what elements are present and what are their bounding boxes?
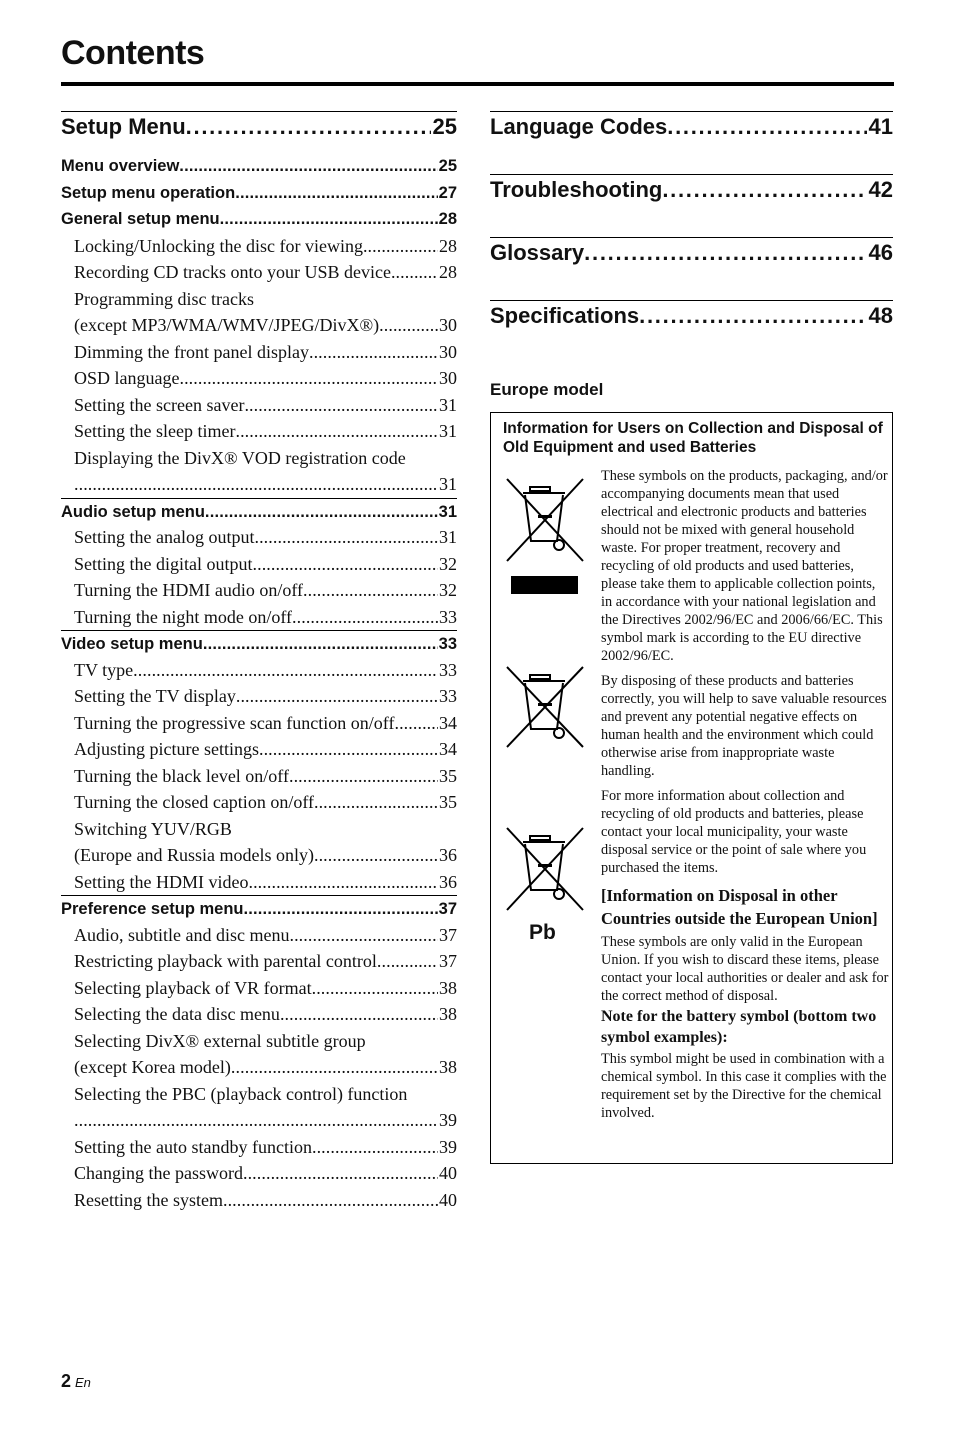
entry-label: Switching YUV/RGB <box>74 818 232 839</box>
entry-page: 31 <box>439 421 457 441</box>
leader-dots <box>133 657 438 684</box>
toc-entries <box>61 153 457 1213</box>
toc-entry[interactable] <box>61 975 457 1002</box>
toc-entry[interactable] <box>61 816 457 843</box>
page-title: Contents <box>61 34 205 72</box>
entry-label: Audio, subtitle and disc menu <box>74 924 290 945</box>
entry-label: Selecting playback of VR format <box>74 977 312 998</box>
leader-dots <box>248 869 438 896</box>
leader-dots <box>243 896 437 923</box>
entry-label: Setting the screen saver <box>74 394 245 415</box>
entry-label: Setting the digital output <box>74 553 253 574</box>
leader-dots <box>584 240 866 266</box>
leader-dots <box>377 948 438 975</box>
entry-label: (except MP3/WMA/WMV/JPEG/DivX®) <box>74 315 380 335</box>
disposal-info-box <box>490 412 893 1164</box>
entry-page: 34 <box>439 739 457 759</box>
entry-page: 38 <box>439 1004 457 1024</box>
entry-label: Turning the progressive scan function on/off <box>74 712 395 733</box>
toc-entry[interactable] <box>61 869 457 896</box>
leader-dots <box>74 471 438 498</box>
leader-dots <box>74 1107 438 1134</box>
entry-label: Video setup menu <box>61 635 203 653</box>
page-language: En <box>75 1375 91 1390</box>
toc-right-column <box>490 111 893 363</box>
entry-page: 37 <box>438 900 457 918</box>
heading-outside-eu: [Information on Disposal in other Countries outside the European Union] <box>601 886 878 928</box>
entry-label: (Europe and Russia models only) <box>74 845 314 865</box>
paragraph-battery-note: This symbol might be used in combination with a chemical symbol. In this case it complies with the requirement set by the Directive for the chemical involved. <box>601 1051 887 1121</box>
toc-entry[interactable] <box>61 657 457 684</box>
toc-section-glossary[interactable] <box>490 237 893 279</box>
leader-dots <box>203 631 438 658</box>
leader-dots <box>314 842 438 869</box>
box-title: Information for Users on Collection and Disposal of Old Equipment and used Batteries <box>503 420 883 456</box>
page-number: 2 <box>61 1371 72 1391</box>
toc-entry[interactable] <box>61 1054 457 1081</box>
entry-label: Turning the black level on/off <box>74 765 289 786</box>
entry-label: Displaying the DivX® VOD registration code <box>74 447 406 468</box>
leader-dots <box>391 259 438 286</box>
entry-page: 36 <box>439 871 457 892</box>
leader-dots <box>379 312 438 339</box>
leader-dots <box>667 114 866 140</box>
section-page: 48 <box>868 303 893 328</box>
toc-entry[interactable] <box>61 789 457 816</box>
entry-page: 34 <box>439 712 457 733</box>
paragraph-more-info: For more information about collection and recycling of old products and batteries, please contact your local municipality, your waste disposal service or the point of sale where you purchased the items. <box>601 788 867 876</box>
toc-entry[interactable] <box>61 1001 457 1028</box>
toc-left-column <box>61 111 457 1213</box>
entry-page: 32 <box>439 553 457 574</box>
entry-label: Turning the HDMI audio on/off <box>74 580 303 600</box>
title-rule <box>61 82 894 86</box>
black-bar-mark <box>511 576 578 594</box>
leader-dots <box>243 1160 438 1187</box>
crossed-bin-icon <box>503 475 587 565</box>
toc-section-troubleshooting[interactable] <box>490 174 893 216</box>
entry-label: Resetting the system <box>74 1189 223 1210</box>
entry-label: Setting the TV display <box>74 686 236 706</box>
toc-entry[interactable] <box>61 1107 457 1134</box>
leader-dots <box>235 180 437 207</box>
entry-page: 30 <box>439 315 457 335</box>
section-page: 42 <box>868 177 893 202</box>
toc-entry[interactable] <box>61 1081 457 1108</box>
toc-entry[interactable] <box>61 1134 457 1161</box>
entry-label: Turning the closed caption on/off <box>74 792 314 812</box>
pb-chemical-label: Pb <box>529 921 556 944</box>
toc-entry[interactable] <box>61 736 457 763</box>
entry-label: TV type <box>74 659 134 680</box>
entry-page: 38 <box>439 1057 457 1077</box>
entry-label: Audio setup menu <box>61 502 205 521</box>
toc-entry[interactable] <box>61 392 457 419</box>
entry-label: General setup menu <box>61 210 220 228</box>
leader-dots <box>312 975 438 1002</box>
section-page: 46 <box>868 240 893 265</box>
leader-dots <box>235 418 438 445</box>
entry-page: 36 <box>439 845 457 865</box>
toc-entry[interactable] <box>61 1160 457 1187</box>
toc-subsection[interactable] <box>61 630 457 657</box>
box-body <box>601 467 889 1129</box>
section-page: 25 <box>432 114 457 139</box>
leader-dots <box>220 206 438 233</box>
toc-entry[interactable] <box>61 604 457 631</box>
toc-subsection[interactable] <box>61 153 457 180</box>
entry-page: 33 <box>438 635 457 653</box>
toc-entry[interactable] <box>61 922 457 949</box>
entry-label: Adjusting picture settings <box>74 739 259 759</box>
section-label: Troubleshooting <box>490 177 663 202</box>
toc-entry[interactable] <box>61 683 457 710</box>
leader-dots <box>292 604 438 631</box>
toc-entry[interactable] <box>61 577 457 604</box>
entry-page: 33 <box>439 659 457 680</box>
entry-label: Programming disc tracks <box>74 288 254 309</box>
toc-entry[interactable] <box>61 259 457 286</box>
leader-dots <box>205 499 438 526</box>
toc-entry[interactable] <box>61 233 457 260</box>
leader-dots <box>186 114 431 140</box>
leader-dots <box>303 577 438 604</box>
entry-label: Menu overview <box>61 157 180 175</box>
toc-subsection[interactable] <box>61 498 457 525</box>
page-footer <box>61 1371 91 1392</box>
section-label: Specifications <box>490 303 640 328</box>
entry-page: 30 <box>439 341 457 362</box>
toc-entry[interactable] <box>61 286 457 313</box>
entry-page: 33 <box>439 606 457 627</box>
leader-dots <box>662 177 866 203</box>
toc-entry[interactable] <box>61 710 457 737</box>
toc-subsection[interactable] <box>61 895 457 922</box>
entry-label: Selecting the PBC (playback control) function <box>74 1083 408 1104</box>
paragraph-outside-eu: These symbols are only valid in the European Union. If you wish to discard these items, please contact your local authorities or dealer and ask for the correct method of disposal. <box>601 934 889 1004</box>
entry-label: Turning the night mode on/off <box>74 606 293 627</box>
entry-label: Selecting DivX® external subtitle group <box>74 1030 366 1051</box>
entry-page: 40 <box>439 1189 457 1210</box>
entry-page: 27 <box>438 183 457 202</box>
entry-page: 35 <box>439 792 457 812</box>
entry-label: Changing the password <box>74 1163 243 1183</box>
toc-section-specifications[interactable] <box>490 300 893 342</box>
leader-dots <box>259 736 438 763</box>
entry-page: 40 <box>439 1163 457 1183</box>
leader-dots <box>254 524 438 551</box>
entry-page: 31 <box>439 527 457 547</box>
entry-label: Setting the HDMI video <box>74 871 249 892</box>
leader-dots <box>363 233 438 260</box>
entry-page: 37 <box>439 924 457 945</box>
entry-page: 38 <box>439 977 457 998</box>
entry-page: 31 <box>439 474 457 494</box>
section-label: Setup Menu <box>61 114 186 139</box>
leader-dots <box>231 1054 438 1081</box>
toc-entry[interactable] <box>61 948 457 975</box>
europe-model-label: Europe model <box>490 380 604 399</box>
entry-label: Recording CD tracks onto your USB device <box>74 262 391 282</box>
toc-entry[interactable] <box>61 763 457 790</box>
section-label: Glossary <box>490 240 585 265</box>
toc-entry[interactable] <box>61 365 457 392</box>
entry-page: 39 <box>439 1110 457 1130</box>
leader-dots <box>179 153 437 180</box>
toc-entry[interactable] <box>61 471 457 498</box>
toc-entry[interactable] <box>61 445 457 472</box>
heading-battery-note: Note for the battery symbol (bottom two symbol examples): <box>601 1008 877 1046</box>
paragraph-symbols: These symbols on the products, packaging, and/or accompanying documents mean that used electrical and electronic products and batteries should not be mixed with general household waste. For proper treatment, recovery and recycling of old products and used batteries, please take them to applicable collection points, in accordance with your national legislation and the Directives 2002/96/EC and 2006/66/EC. This symbol mark is according to the EU directive 2002/96/EC. <box>601 468 888 664</box>
paragraph-disposing: By disposing of these products and batteries correctly, you will help to save valuable resources and prevent any potential negative effects on human health and the environment which could otherwise arise from inappropriate waste handling. <box>601 673 887 779</box>
toc-entry[interactable] <box>61 1187 457 1214</box>
leader-dots <box>289 922 438 949</box>
section-label: Language Codes <box>490 114 668 139</box>
entry-page: 32 <box>439 580 457 600</box>
entry-page: 25 <box>438 157 457 175</box>
entry-page: 35 <box>439 765 457 786</box>
toc-entry[interactable] <box>61 551 457 578</box>
entry-page: 28 <box>438 210 457 228</box>
toc-entry[interactable] <box>61 339 457 366</box>
section-page: 41 <box>868 114 893 139</box>
leader-dots <box>314 789 438 816</box>
crossed-bin-icon <box>503 824 587 914</box>
entry-label: Setting the sleep timer <box>74 421 236 441</box>
entry-page: 28 <box>439 262 457 282</box>
entry-label: Dimming the front panel display <box>74 341 309 362</box>
entry-page: 37 <box>439 951 457 971</box>
leader-dots <box>309 339 438 366</box>
entry-page: 33 <box>439 686 457 706</box>
entry-label: Setup menu operation <box>61 183 236 202</box>
entry-page: 31 <box>439 394 457 415</box>
toc-entry[interactable] <box>61 842 457 869</box>
leader-dots <box>639 303 866 329</box>
toc-section-setup-menu[interactable] <box>61 111 457 153</box>
entry-page: 39 <box>439 1136 457 1157</box>
toc-entry[interactable] <box>61 312 457 339</box>
toc-subsection[interactable] <box>61 180 457 207</box>
entry-label: Selecting the data disc menu <box>74 1004 280 1024</box>
entry-label: Preference setup menu <box>61 900 244 918</box>
entry-label: Setting the auto standby function <box>74 1136 312 1157</box>
toc-entry[interactable] <box>61 1028 457 1055</box>
toc-entry[interactable] <box>61 418 457 445</box>
entry-page: 31 <box>438 502 457 521</box>
entry-page: 30 <box>439 368 457 388</box>
toc-subsection[interactable] <box>61 206 457 233</box>
entry-page: 28 <box>439 235 457 256</box>
leader-dots <box>253 551 439 578</box>
leader-dots <box>223 1187 438 1214</box>
leader-dots <box>289 763 438 790</box>
entry-label: Locking/Unlocking the disc for viewing <box>74 235 363 256</box>
leader-dots <box>280 1001 438 1028</box>
leader-dots <box>312 1134 438 1161</box>
leader-dots <box>394 710 438 737</box>
entry-label: OSD language <box>74 368 180 388</box>
leader-dots <box>244 392 438 419</box>
leader-dots <box>236 683 438 710</box>
crossed-bin-icon <box>503 663 587 751</box>
entry-label: Restricting playback with parental control <box>74 951 377 971</box>
toc-section-language-codes[interactable] <box>490 111 893 153</box>
entry-label: Setting the analog output <box>74 527 255 547</box>
entry-label: (except Korea model) <box>74 1057 231 1077</box>
leader-dots <box>179 365 438 392</box>
toc-entry[interactable] <box>61 524 457 551</box>
